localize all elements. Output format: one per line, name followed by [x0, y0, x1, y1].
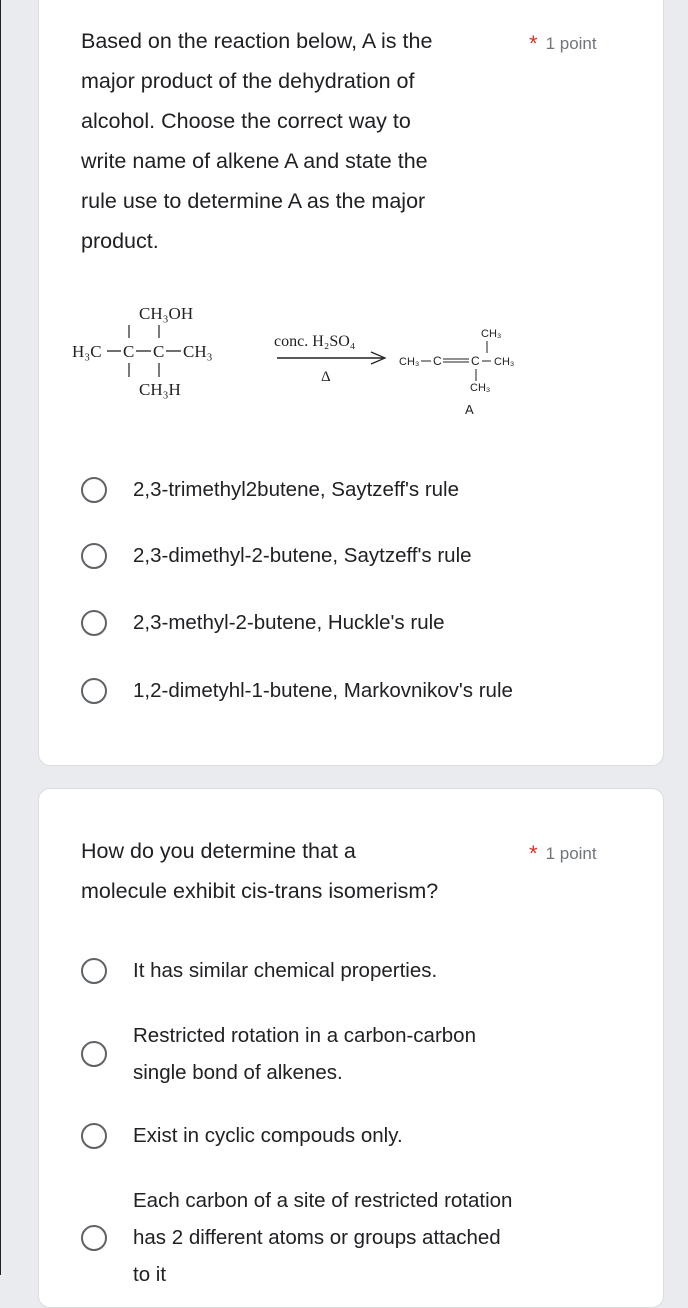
- radio-button[interactable]: [81, 543, 107, 569]
- points-label: [529, 31, 597, 57]
- question-line: major product of the dehydration of: [81, 69, 415, 93]
- option-label: 2,3-dimethyl-2-butene, Saytzeff's rule: [133, 544, 472, 567]
- option-4[interactable]: [81, 672, 513, 709]
- radio-button[interactable]: [81, 1123, 107, 1149]
- option-line: Each carbon of a site of restricted rotation: [133, 1189, 513, 1212]
- option-line: Exist in cyclic compouds only.: [133, 1124, 403, 1147]
- option-2[interactable]: [81, 537, 472, 574]
- question-line: write name of alkene A and state the: [81, 149, 428, 173]
- option-1[interactable]: [81, 471, 459, 508]
- points-value: 1 point: [545, 844, 597, 863]
- question-line: rule use to determine A as the major: [81, 189, 426, 213]
- product-left: CH₃: [399, 356, 420, 368]
- question-line: Based on the reaction below, A is the: [81, 29, 433, 53]
- option-line: single bond of alkenes.: [133, 1061, 343, 1084]
- product-bottom: CH₃: [470, 382, 491, 394]
- reactant-structure: [72, 304, 213, 399]
- option-label: 2,3-trimethyl2butene, Saytzeff's rule: [133, 478, 460, 501]
- question-line: molecule exhibit cis-trans isomerism?: [81, 879, 439, 903]
- option-label: 1,2-dimetyhl-1-butene, Markovnikov's rule: [133, 679, 513, 702]
- option-label: [133, 952, 437, 989]
- radio-button[interactable]: [81, 610, 107, 636]
- points-label: [529, 841, 597, 867]
- option-line: Restricted rotation in a carbon-carbon: [133, 1024, 476, 1047]
- question-text: [81, 21, 432, 261]
- reactant-bottom: CH₃H: [139, 380, 181, 399]
- option-4[interactable]: [81, 1182, 512, 1293]
- option-line: It has similar chemical properties.: [133, 959, 438, 982]
- reactant-top: CH₃OH: [139, 304, 194, 323]
- reactant-right: CH₃: [183, 342, 213, 361]
- question-line: alcohol. Choose the correct way to: [81, 109, 411, 133]
- option-3[interactable]: [81, 604, 445, 641]
- product-c1: C: [433, 354, 442, 368]
- product-top: CH₃: [481, 328, 502, 340]
- option-2[interactable]: [81, 1017, 476, 1091]
- question-text: [81, 831, 438, 911]
- option-line: to it: [133, 1263, 167, 1286]
- radio-button[interactable]: [81, 1041, 107, 1067]
- option-label: 2,3-methyl-2-butene, Huckle's rule: [133, 611, 445, 634]
- option-label: [133, 1182, 512, 1293]
- reagent-label: conc. H₂SO₄: [274, 333, 356, 350]
- option-1[interactable]: [81, 952, 437, 989]
- reactant-left: H₃C: [72, 342, 102, 361]
- option-line: has 2 different atoms or groups attached: [133, 1226, 501, 1249]
- product-right: CH₃: [494, 356, 515, 368]
- product-c2: C: [471, 354, 480, 368]
- points-value: 1 point: [545, 34, 597, 53]
- option-label: [133, 1117, 403, 1154]
- question-card-2: [38, 788, 664, 1308]
- question-line: How do you determine that a: [81, 839, 356, 863]
- product-label: A: [465, 402, 474, 417]
- option-3[interactable]: [81, 1117, 403, 1154]
- radio-button[interactable]: [81, 477, 107, 503]
- question-line: product.: [81, 229, 159, 253]
- question-card-1: [38, 0, 664, 766]
- product-structure: [399, 328, 514, 417]
- radio-button[interactable]: [81, 678, 107, 704]
- radio-button[interactable]: [81, 958, 107, 984]
- reactant-c1: C: [123, 342, 135, 361]
- required-asterisk: *: [529, 841, 538, 866]
- reactant-c2: C: [153, 342, 165, 361]
- required-asterisk: *: [529, 31, 538, 56]
- reaction-diagram: [69, 291, 649, 431]
- condition-label: Δ: [321, 369, 331, 385]
- radio-button[interactable]: [81, 1225, 107, 1251]
- reaction-arrow: [274, 333, 385, 385]
- option-label: [133, 1017, 476, 1091]
